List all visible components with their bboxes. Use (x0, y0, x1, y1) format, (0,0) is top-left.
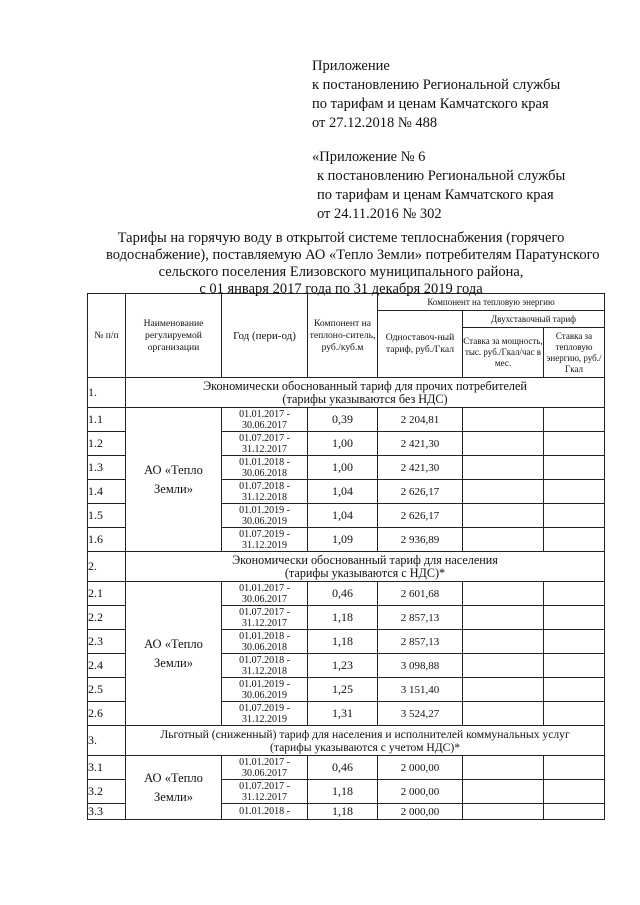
row-energy-rate (544, 780, 605, 804)
appendix-line: по тарифам и ценам Камчатского края (312, 96, 549, 112)
row-tariff: 2 421,30 (378, 456, 463, 480)
row-tariff: 2 421,30 (378, 432, 463, 456)
row-period: 01.01.2019 - 30.06.2019 (222, 504, 308, 528)
row-num: 1.5 (88, 504, 126, 528)
row-tariff: 2 000,00 (378, 804, 463, 820)
row-tariff: 2 204,81 (378, 408, 463, 432)
section-title (126, 378, 605, 408)
tariff-table (87, 293, 605, 820)
row-period: 01.01.2017 - 30.06.2017 (222, 756, 308, 780)
row-tariff: 2 857,13 (378, 606, 463, 630)
previous-appendix-block (312, 148, 565, 224)
row-period: 01.07.2018 - 31.12.2018 (222, 654, 308, 678)
row-energy-rate (544, 432, 605, 456)
row-power-rate (463, 432, 544, 456)
row-carrier: 1,04 (308, 504, 378, 528)
row-power-rate (463, 606, 544, 630)
row-carrier: 1,18 (308, 780, 378, 804)
row-num: 2.4 (88, 654, 126, 678)
table-row (88, 408, 605, 432)
section-title-line: (тарифы указываются без НДС) (282, 391, 448, 406)
table-row (88, 756, 605, 780)
row-num: 1.2 (88, 432, 126, 456)
section-row (88, 726, 605, 756)
organization-name: АО «Тепло Земли» (126, 756, 222, 820)
title-line: сельского поселения Елизовского муниципального района, (158, 264, 524, 280)
section-title-line: Экономически обоснованный тариф для прочих потребителей (203, 378, 527, 393)
row-energy-rate (544, 456, 605, 480)
row-tariff: 3 524,27 (378, 702, 463, 726)
row-period: 01.07.2017 - 31.12.2017 (222, 606, 308, 630)
row-num: 1.3 (88, 456, 126, 480)
appendix-block (312, 57, 560, 133)
row-num: 2.3 (88, 630, 126, 654)
row-power-rate (463, 480, 544, 504)
section-num: 1. (88, 378, 126, 408)
row-period: 01.07.2017 - 31.12.2017 (222, 432, 308, 456)
section-row (88, 552, 605, 582)
appendix-line: «Приложение № 6 (312, 149, 426, 165)
row-energy-rate (544, 480, 605, 504)
section-num: 2. (88, 552, 126, 582)
appendix-line: Приложение (312, 58, 390, 74)
section-title-line: (тарифы указываются с НДС)* (284, 565, 446, 580)
row-power-rate (463, 630, 544, 654)
section-row (88, 378, 605, 408)
appendix-line: к постановлению Региональной службы (317, 168, 566, 184)
row-tariff: 3 151,40 (378, 678, 463, 702)
header-two-part: Двухставочный тариф (463, 311, 605, 328)
row-carrier: 0,46 (308, 582, 378, 606)
row-power-rate (463, 756, 544, 780)
row-energy-rate (544, 606, 605, 630)
row-carrier: 1,04 (308, 480, 378, 504)
row-num: 3.2 (88, 780, 126, 804)
row-energy-rate (544, 408, 605, 432)
row-power-rate (463, 804, 544, 820)
row-energy-rate (544, 702, 605, 726)
row-carrier: 0,39 (308, 408, 378, 432)
header-period: Год (пери-од) (222, 294, 308, 378)
appendix-line: по тарифам и ценам Камчатского края (317, 187, 554, 203)
row-tariff: 2 857,13 (378, 630, 463, 654)
row-energy-rate (544, 804, 605, 820)
row-carrier: 1,18 (308, 606, 378, 630)
row-energy-rate (544, 654, 605, 678)
row-num: 3.3 (88, 804, 126, 820)
row-energy-rate (544, 528, 605, 552)
row-carrier: 1,23 (308, 654, 378, 678)
row-carrier: 1,18 (308, 804, 378, 820)
row-period: 01.07.2018 - 31.12.2018 (222, 480, 308, 504)
row-power-rate (463, 702, 544, 726)
row-carrier: 0,46 (308, 756, 378, 780)
row-power-rate (463, 528, 544, 552)
section-title-line: Льготный (сниженный) тариф для населения и исполнителей коммунальных услуг (160, 727, 570, 741)
row-tariff: 2 601,68 (378, 582, 463, 606)
row-period: 01.01.2019 - 30.06.2019 (222, 678, 308, 702)
row-carrier: 1,00 (308, 456, 378, 480)
row-period: 01.07.2019 - 31.12.2019 (222, 702, 308, 726)
organization-name: АО «Тепло Земли» (126, 582, 222, 726)
row-power-rate (463, 654, 544, 678)
row-carrier: 1,00 (308, 432, 378, 456)
row-power-rate (463, 582, 544, 606)
row-carrier: 1,31 (308, 702, 378, 726)
row-carrier: 1,25 (308, 678, 378, 702)
header-energy: Компонент на тепловую энергию (378, 294, 605, 311)
row-tariff: 3 098,88 (378, 654, 463, 678)
section-title (126, 552, 605, 582)
appendix-line: к постановлению Региональной службы (312, 77, 561, 93)
row-carrier: 1,09 (308, 528, 378, 552)
row-period: 01.01.2017 - 30.06.2017 (222, 582, 308, 606)
row-period: 01.07.2017 - 31.12.2017 (222, 780, 308, 804)
row-tariff: 2 000,00 (378, 756, 463, 780)
row-power-rate (463, 780, 544, 804)
row-num: 2.5 (88, 678, 126, 702)
row-num: 1.1 (88, 408, 126, 432)
row-tariff: 2 626,17 (378, 480, 463, 504)
title-line: с 01 января 2017 года по 31 декабря 2019 года (199, 281, 483, 297)
header-carrier: Компонент на теплоно-ситель, руб./куб.м (308, 294, 378, 378)
row-num: 1.6 (88, 528, 126, 552)
row-energy-rate (544, 630, 605, 654)
header-one-part: Одноставоч-ный тариф, руб./Гкал (378, 311, 463, 378)
appendix-line: от 24.11.2016 № 302 (317, 206, 442, 222)
row-power-rate (463, 408, 544, 432)
row-num: 2.1 (88, 582, 126, 606)
header-org: Наименование регулируемой организации (126, 294, 222, 378)
row-carrier: 1,18 (308, 630, 378, 654)
appendix-line: от 27.12.2018 № 488 (312, 115, 438, 131)
row-num: 2.6 (88, 702, 126, 726)
document-title (106, 230, 600, 298)
row-num: 3.1 (88, 756, 126, 780)
title-line: водоснабжение), поставляемую АО «Тепло Земли» потребителям Паратунского (106, 247, 600, 263)
header-num: № п/п (88, 294, 126, 378)
table-row (88, 582, 605, 606)
section-num: 3. (88, 726, 126, 756)
section-title-line: (тарифы указываются с учетом НДС)* (270, 740, 460, 754)
organization-name: АО «Тепло Земли» (126, 408, 222, 552)
title-line: Тарифы на горячую воду в открытой системе теплоснабжения (горячего (117, 230, 565, 246)
row-power-rate (463, 678, 544, 702)
header-power-rate: Ставка за мощность, тыс. руб./Гкал/час в мес. (463, 328, 544, 378)
row-energy-rate (544, 582, 605, 606)
row-power-rate (463, 456, 544, 480)
header-energy-rate: Ставка за тепловую энергию, руб./Гкал (544, 328, 605, 378)
row-power-rate (463, 504, 544, 528)
section-title (126, 726, 605, 756)
row-period: 01.01.2017 - 30.06.2017 (222, 408, 308, 432)
row-period: 01.01.2018 - (222, 804, 308, 820)
row-num: 1.4 (88, 480, 126, 504)
row-energy-rate (544, 756, 605, 780)
row-period: 01.01.2018 - 30.06.2018 (222, 456, 308, 480)
section-title-line: Экономически обоснованный тариф для населения (232, 552, 498, 567)
row-period: 01.07.2019 - 31.12.2019 (222, 528, 308, 552)
row-num: 2.2 (88, 606, 126, 630)
row-tariff: 2 626,17 (378, 504, 463, 528)
row-tariff: 2 000,00 (378, 780, 463, 804)
row-energy-rate (544, 504, 605, 528)
row-energy-rate (544, 678, 605, 702)
row-tariff: 2 936,89 (378, 528, 463, 552)
row-period: 01.01.2018 - 30.06.2018 (222, 630, 308, 654)
